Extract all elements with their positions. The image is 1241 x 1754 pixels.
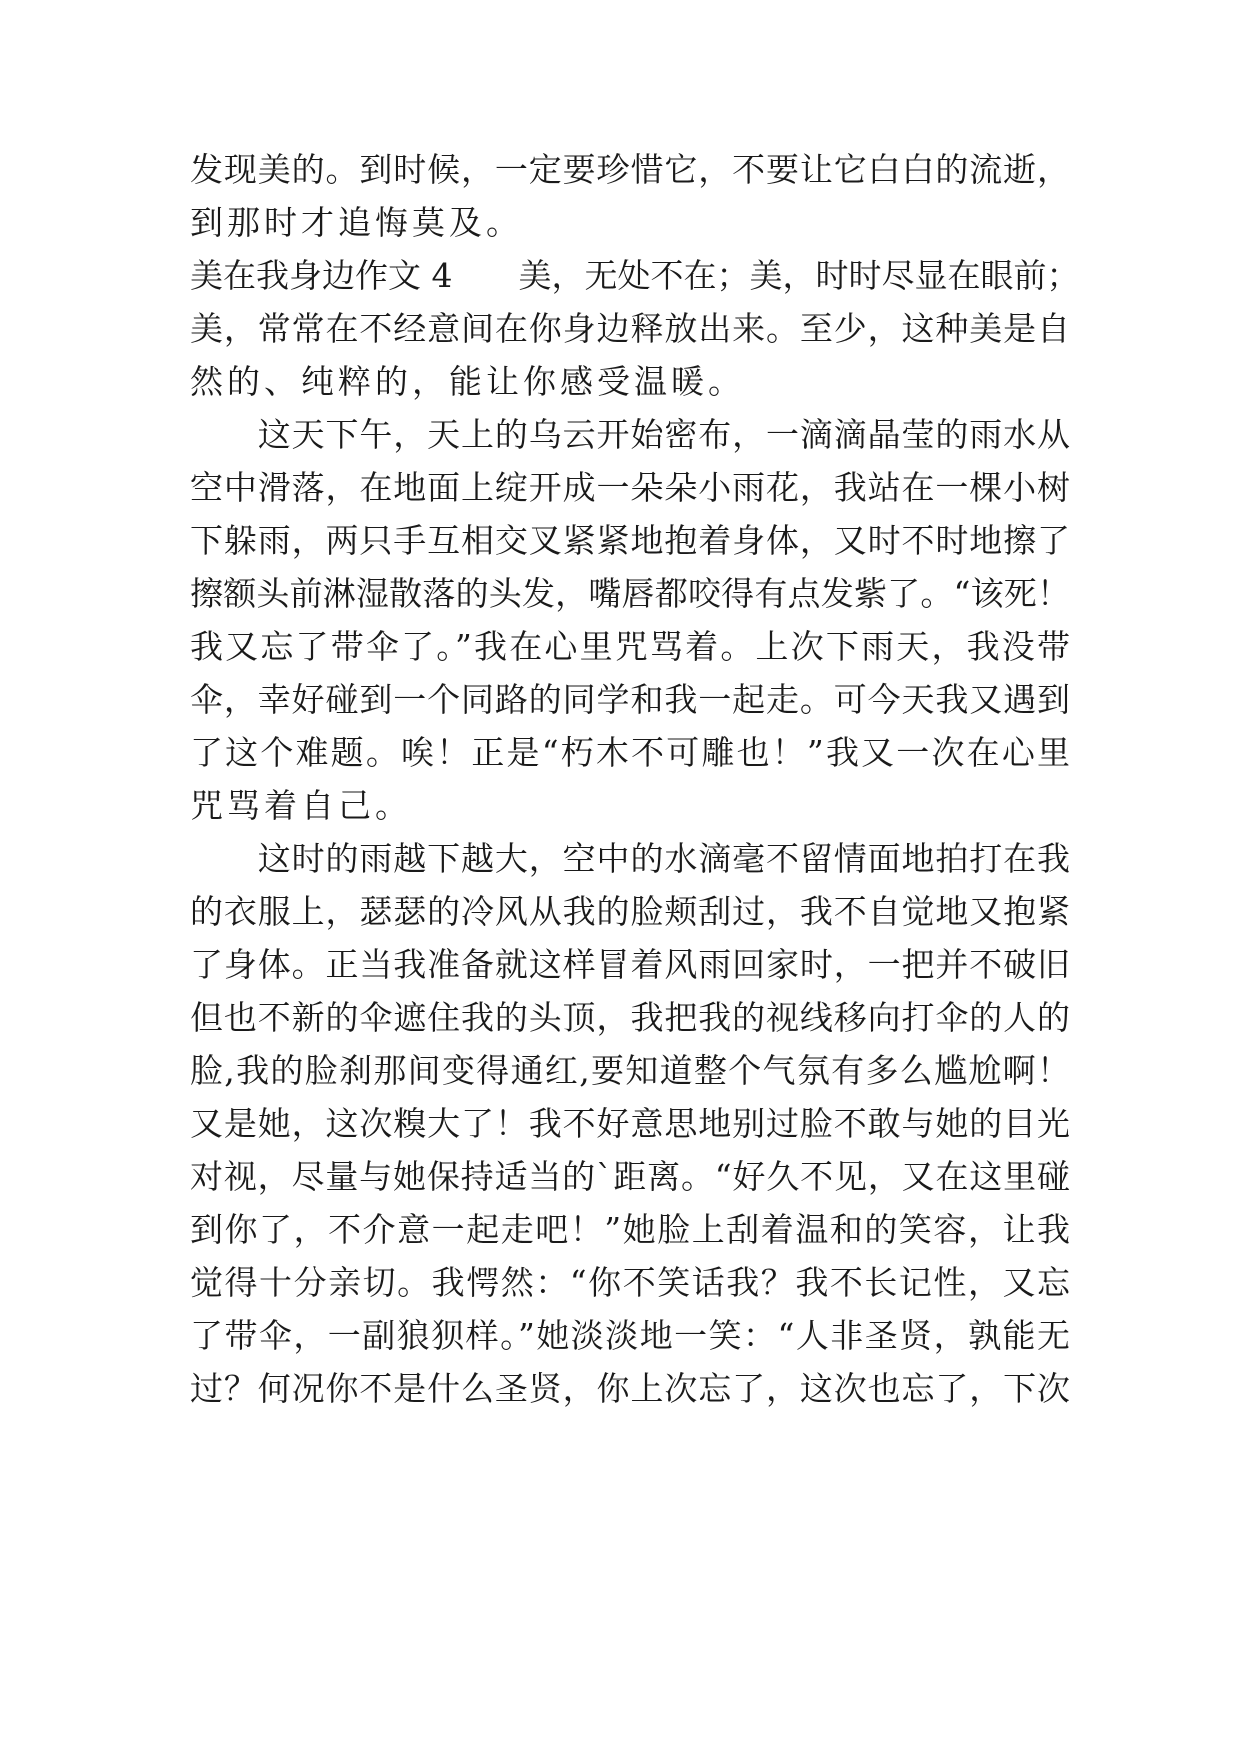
text-line: 又是她，这次糗大了！我不好意思地别过脸不敢与她的目光	[190, 1104, 1070, 1143]
text-line: 伞，幸好碰到一个同路的同学和我一起走。可今天我又遇到	[190, 680, 1070, 719]
text-line: 空中滑落，在地面上绽开成一朵朵小雨花，我站在一棵小树	[190, 468, 1070, 507]
text-line: 到你了，不介意一起走吧！”她脸上刮着温和的笑容，让我	[190, 1210, 1070, 1249]
text-line: 脸,我的脸刹那间变得通红,要知道整个气氛有多么尴尬啊！	[190, 1051, 1070, 1090]
text-line: 美，常常在不经意间在你身边释放出来。至少，这种美是自	[190, 309, 1070, 348]
text-line: 擦额头前淋湿散落的头发，嘴唇都咬得有点发紫了。“该死！	[190, 574, 1070, 613]
text-line: 这时的雨越下越大，空中的水滴毫不留情面地拍打在我	[190, 839, 1070, 878]
text-line: 我又忘了带伞了。”我在心里咒骂着。上次下雨天，我没带	[190, 627, 1070, 666]
text-line: 过？何况你不是什么圣贤，你上次忘了，这次也忘了，下次	[190, 1369, 1070, 1408]
text-line: 咒骂着自己。	[190, 786, 412, 825]
text-line: 对视，尽量与她保持适当的`距离。“好久不见，又在这里碰	[190, 1157, 1070, 1196]
text-line: 发现美的。到时候，一定要珍惜它，不要让它白白的流逝，	[190, 150, 1070, 189]
text-line: 了这个难题。唉！正是“朽木不可雕也！”我又一次在心里	[190, 733, 1070, 772]
text-line: 下躲雨，两只手互相交叉紧紧地抱着身体，又时不时地擦了	[190, 521, 1070, 560]
text-line: 的衣服上，瑟瑟的冷风从我的脸颊刮过，我不自觉地又抱紧	[190, 892, 1070, 931]
text-line: 然的、纯粹的，能让你感受温暖。	[190, 362, 745, 401]
text-line: 了带伞，一副狼狈样。”她淡淡地一笑：“人非圣贤，孰能无	[190, 1316, 1070, 1355]
text-line: 了身体。正当我准备就这样冒着风雨回家时，一把并不破旧	[190, 945, 1070, 984]
text-line: 美在我身边作文 4 美，无处不在；美，时时尽显在眼前；	[190, 256, 1080, 295]
text-line: 这天下午，天上的乌云开始密布，一滴滴晶莹的雨水从	[190, 415, 1070, 454]
text-line: 觉得十分亲切。我愕然：“你不笑话我？我不长记性，又忘	[190, 1263, 1070, 1302]
text-line: 到那时才追悔莫及。	[190, 203, 523, 242]
text-line: 但也不新的伞遮住我的头顶，我把我的视线移向打伞的人的	[190, 998, 1070, 1037]
